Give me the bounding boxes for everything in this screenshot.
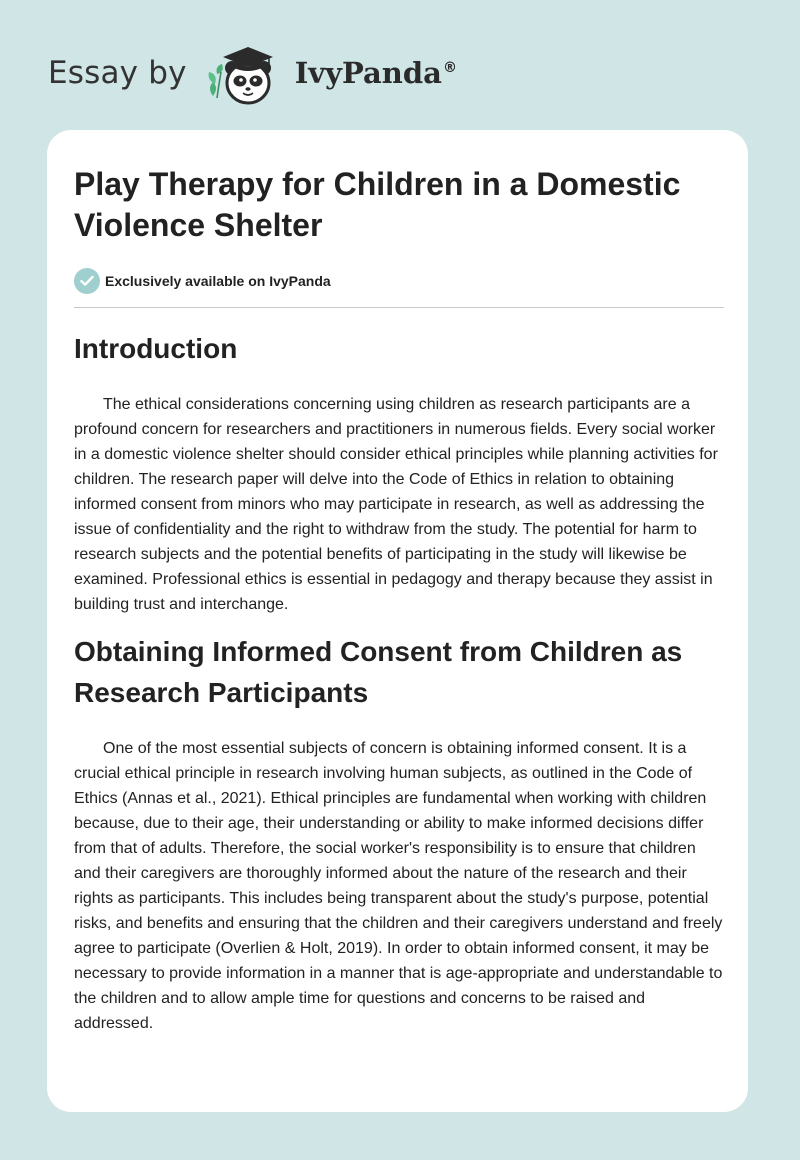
exclusive-badge-text: Exclusively available on IvyPanda bbox=[105, 273, 331, 289]
title-divider bbox=[74, 307, 724, 308]
section-heading: Obtaining Informed Consent from Children as Research Participants bbox=[74, 636, 683, 708]
section-paragraph: The ethical considerations concerning using children as research participants are a profound concern for researchers and practitioners in numerous fields. Every social worker in a domestic violence shelter should consider ethical principles while planning activities for children. The research paper will delve into the Code of Ethics in relation to obtaining informed consent from minors who may participate in research, as well as addressing the issue of confidentiality and the right to withdraw from the study. The potential for harm to research subjects and the potential benefits of participating in the study will likewise be examined. Professional ethics is essential in pedagogy and therapy because they assist in building trust and interchange. bbox=[74, 396, 718, 613]
registered-mark: ® bbox=[442, 60, 457, 77]
brand-name bbox=[295, 56, 457, 90]
brand-name-text: IvyPanda bbox=[294, 56, 442, 90]
brand-prefix: Essay by bbox=[48, 55, 187, 91]
panda-mascot-icon bbox=[201, 38, 291, 108]
exclusive-badge bbox=[74, 268, 724, 294]
check-icon bbox=[74, 268, 100, 294]
essay-card bbox=[47, 130, 748, 1112]
essay-title: Play Therapy for Children in a Domestic Violence Shelter bbox=[74, 166, 681, 243]
site-header bbox=[48, 38, 457, 108]
essay-content bbox=[74, 164, 724, 1036]
section-heading: Introduction bbox=[74, 333, 238, 364]
section-informed-consent bbox=[74, 631, 724, 1036]
section-paragraph: One of the most essential subjects of concern is obtaining informed consent. It is a crucial ethical principle in research involving human subjects, as outlined in the Code of Ethics (Annas et al., 2021). Ethical principles are fundamental when working with children because, due to their age, their understanding or ability to make informed decisions differ from that of adults. Therefore, the social worker's responsibility is to ensure that children and their caregivers are thoroughly informed about the nature of the research and their rights as participants. This includes being transparent about the study's purpose, potential risks, and benefits and ensuring that the children and their caregivers understand and freely agree to participate (Overlien & Holt, 2019). In order to obtain informed consent, it may be necessary to provide information in a manner that is age-appropriate and understandable to the children and to allow ample time for questions and concerns to be raised and addressed. bbox=[74, 740, 723, 1032]
ivypanda-logo-link[interactable] bbox=[201, 38, 457, 108]
section-introduction bbox=[74, 328, 724, 617]
